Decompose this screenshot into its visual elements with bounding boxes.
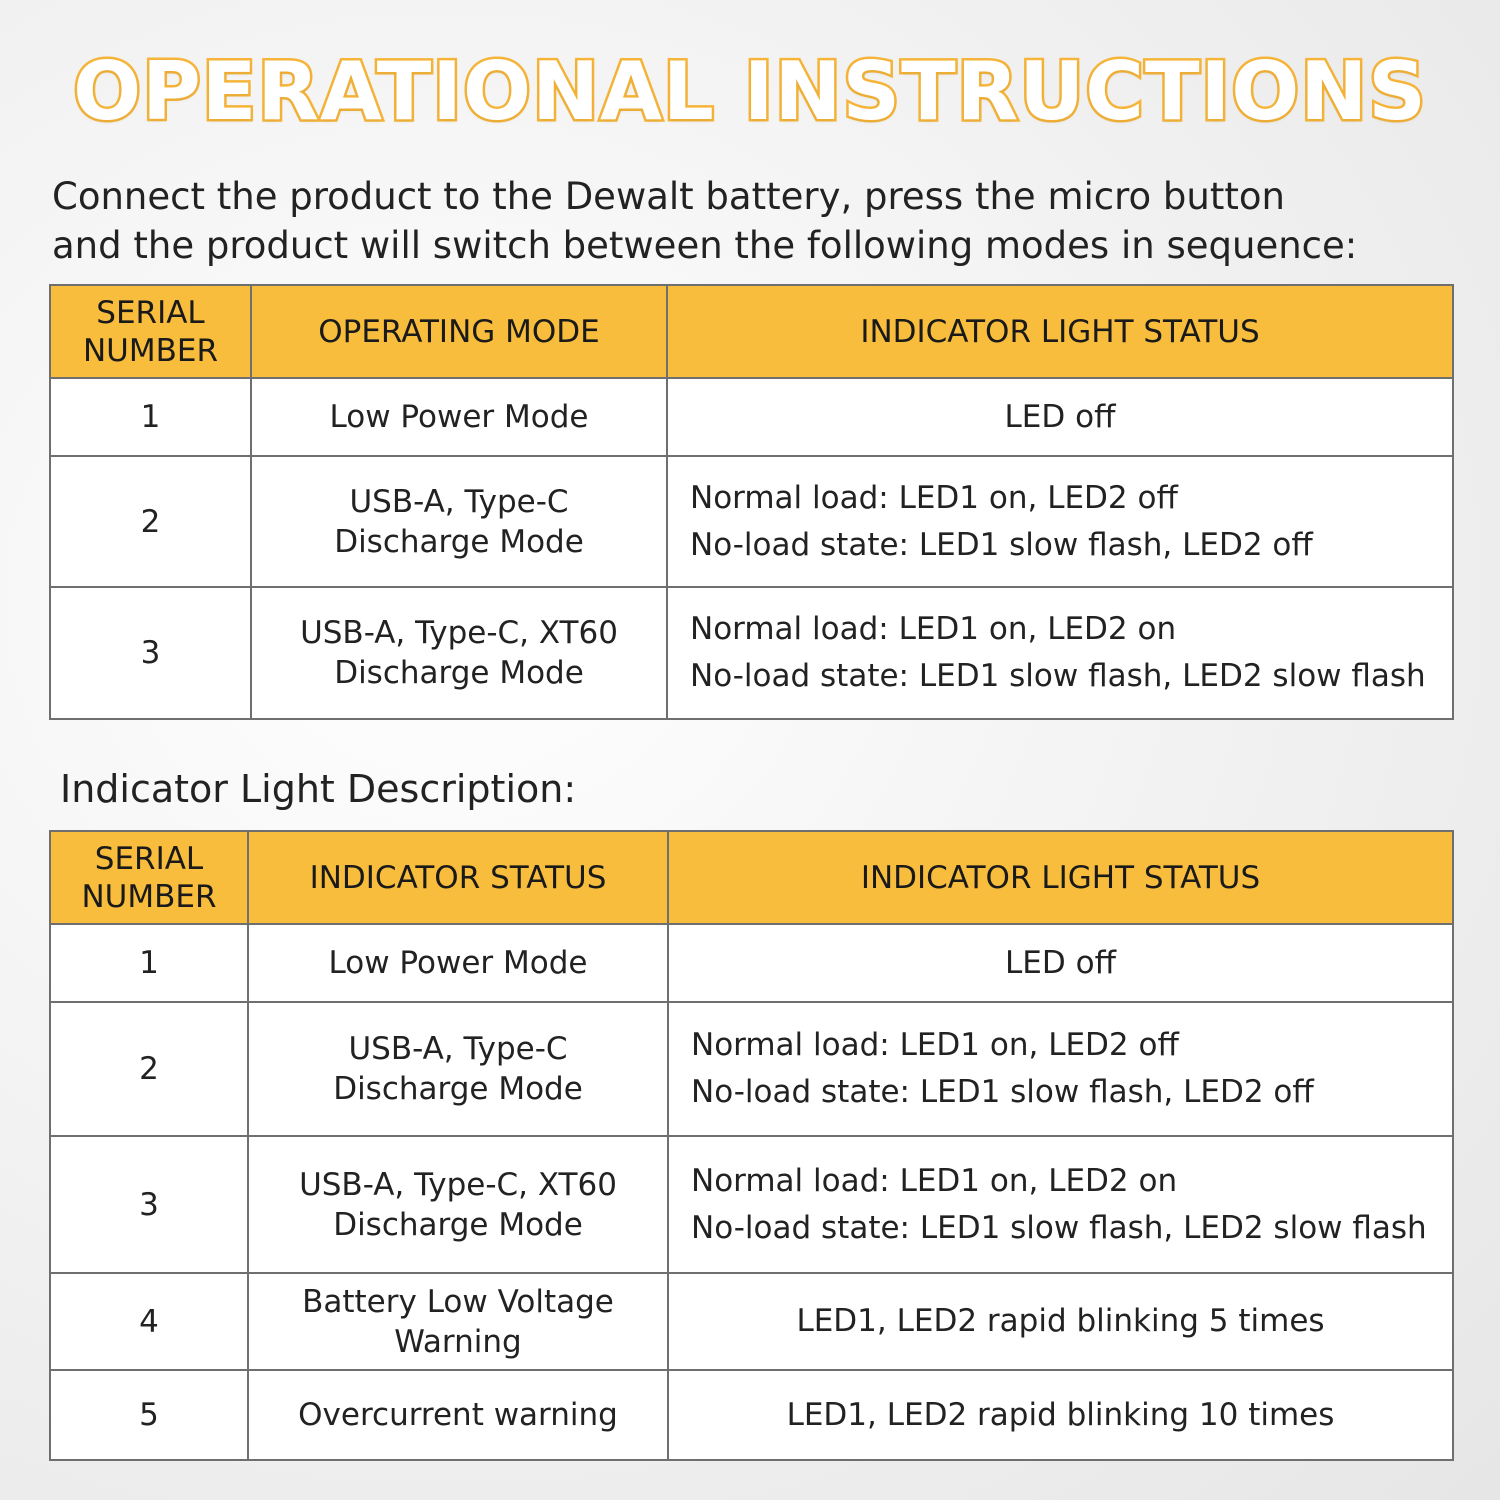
status-cell [668,1273,1453,1370]
table-header-row [50,831,1453,924]
header-operating-mode: OPERATING MODE [251,285,667,378]
mode-cell [248,1002,668,1136]
table-row [50,378,1453,456]
serial-number-cell: 2 [50,456,251,587]
status-cell [667,456,1453,587]
indicator-light-table [49,830,1454,1461]
header-serial-line2: NUMBER [81,878,217,915]
status-line-1: LED1, LED2 rapid blinking 5 times [796,1303,1325,1339]
intro-line-2: and the product will switch between the following modes in sequence: [52,224,1358,267]
mode-cell [248,1273,668,1370]
header-indicator-status: INDICATOR STATUS [248,831,668,924]
mode-cell [248,1136,668,1273]
mode-line-1: Low Power Mode [329,399,589,435]
mode-line-1: USB-A, Type-C [348,1031,568,1067]
table-row [50,924,1453,1002]
table-row [50,456,1453,587]
status-line-1: LED1, LED2 rapid blinking 10 times [786,1396,1335,1433]
indicator-description-heading: Indicator Light Description: [60,767,577,811]
table-row [50,1273,1453,1370]
mode-line-1: Battery Low Voltage Warning [302,1283,614,1360]
intro-text [52,172,1452,270]
header-serial-number [50,285,251,378]
header-serial-line1: SERIAL [94,840,204,877]
table-row [50,1136,1453,1273]
serial-number-cell: 2 [50,1002,248,1136]
status-line-1: Normal load: LED1 on, LED2 off [691,1027,1179,1063]
status-line-1: LED off [1005,944,1116,981]
status-line-1: Normal load: LED1 on, LED2 on [691,1162,1178,1199]
status-line-2: No-load state: LED1 slow flash, LED2 off [690,526,1313,563]
mode-line-1: USB-A, Type-C, XT60 [299,1166,617,1203]
operating-mode-table [49,284,1454,720]
status-line-2: No-load state: LED1 slow flash, LED2 slow flash [691,1209,1427,1246]
table-row [50,587,1453,719]
page-title: OPERATIONAL INSTRUCTIONS [73,45,1427,138]
serial-number-cell: 5 [50,1370,248,1460]
serial-number-cell: 1 [50,378,251,456]
mode-line-2: Discharge Mode [334,655,584,691]
status-cell [668,1370,1453,1460]
serial-number-cell: 1 [50,924,248,1002]
status-cell [668,1136,1453,1273]
status-line-1: Normal load: LED1 on, LED2 on [690,611,1177,647]
table-header-row [50,285,1453,378]
mode-cell [248,924,668,1002]
mode-line-1: USB-A, Type-C, XT60 [300,615,618,651]
table-row [50,1370,1453,1460]
mode-cell [251,587,667,719]
header-serial-number [50,831,248,924]
mode-line-1: Overcurrent warning [298,1397,618,1433]
header-indicator-light-status: INDICATOR LIGHT STATUS [668,831,1453,924]
status-line-1: Normal load: LED1 on, LED2 off [690,479,1178,516]
mode-line-1: Low Power Mode [328,945,588,981]
mode-cell [248,1370,668,1460]
intro-line-1: Connect the product to the Dewalt battery, press the micro button [52,175,1285,218]
mode-line-2: Discharge Mode [333,1071,583,1107]
status-cell [667,587,1453,719]
header-serial-line2: NUMBER [82,332,219,369]
status-cell [667,378,1453,456]
mode-cell [251,456,667,587]
status-cell [668,924,1453,1002]
status-line-2: No-load state: LED1 slow flash, LED2 off [691,1074,1314,1110]
status-cell [668,1002,1453,1136]
table-row [50,1002,1453,1136]
mode-line-1: USB-A, Type-C [349,483,569,520]
mode-line-2: Discharge Mode [334,523,584,560]
mode-cell [251,378,667,456]
status-line-1: LED off [1004,398,1116,435]
status-line-2: No-load state: LED1 slow flash, LED2 slow flash [690,658,1426,694]
header-indicator-light-status: INDICATOR LIGHT STATUS [667,285,1453,378]
serial-number-cell: 4 [50,1273,248,1370]
mode-line-2: Discharge Mode [333,1206,583,1243]
header-serial-line1: SERIAL [96,294,205,331]
serial-number-cell: 3 [50,1136,248,1273]
serial-number-cell: 3 [50,587,251,719]
